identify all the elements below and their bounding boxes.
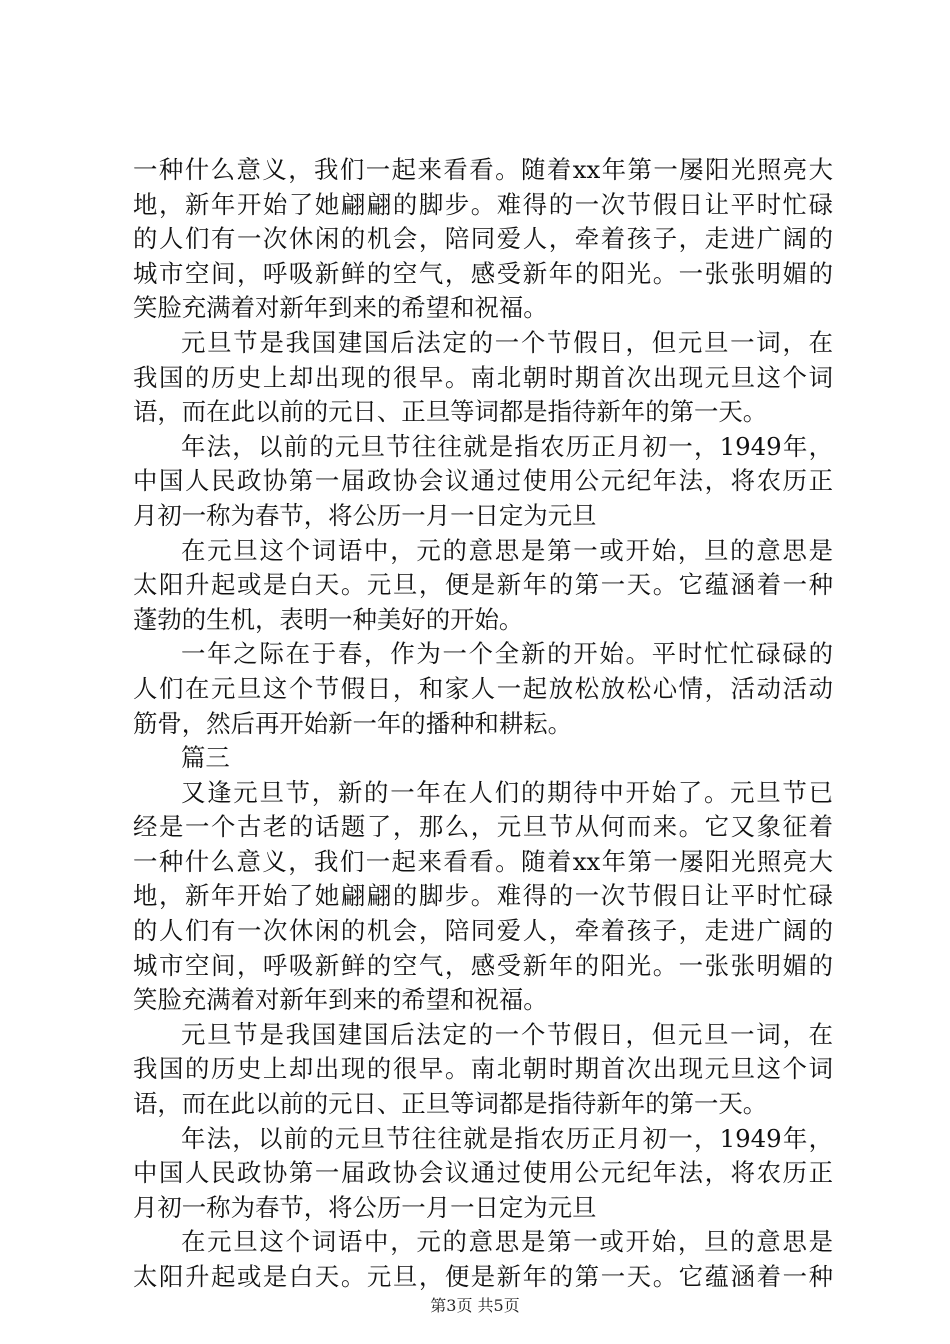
text-line: 地，新年开始了她翩翩的脚步。难得的一次节假日让平时忙碌	[133, 881, 833, 911]
text-line: 一种什么意义，我们一起来看看。随着xx年第一屡阳光照亮大	[133, 155, 833, 184]
text-line: 太阳升起或是白天。元旦，便是新年的第一天。它蕴涵着一种	[133, 1262, 833, 1291]
text-line: 月初一称为春节，将公历一月一日定为元旦	[133, 1192, 597, 1222]
text-line: 中国人民政协第一届政协会议通过使用公元纪年法，将农历正	[133, 1158, 833, 1188]
text-line: 年法，以前的元旦节往往就是指农历正月初一，1949年，	[181, 1123, 833, 1153]
text-line: 筋骨，然后再开始新一年的播种和耕耘。	[133, 708, 573, 738]
text-line: 篇三	[181, 743, 230, 773]
text-line: 月初一称为春节，将公历一月一日定为元旦	[133, 500, 597, 530]
text-line: 人们在元旦这个节假日，和家人一起放松放松心情，活动活动	[133, 673, 833, 703]
text-line: 元旦节是我国建国后法定的一个节假日，但元旦一词，在	[181, 327, 833, 357]
text-line: 又逢元旦节，新的一年在人们的期待中开始了。元旦节已	[181, 777, 833, 807]
document-body	[133, 153, 833, 1295]
page-footer: 第3页 共5页	[430, 1296, 520, 1315]
text-line: 地，新年开始了她翩翩的脚步。难得的一次节假日让平时忙碌	[133, 189, 833, 219]
text-line: 城市空间，呼吸新鲜的空气，感受新年的阳光。一张张明媚的	[133, 950, 833, 980]
text-line: 年法，以前的元旦节往往就是指农历正月初一，1949年，	[181, 431, 833, 461]
text-line: 太阳升起或是白天。元旦，便是新年的第一天。它蕴涵着一种	[133, 570, 833, 600]
text-line: 一年之际在于春，作为一个全新的开始。平时忙忙碌碌的	[181, 639, 833, 669]
text-line: 中国人民政协第一届政协会议通过使用公元纪年法，将农历正	[133, 466, 833, 496]
text-line: 元旦节是我国建国后法定的一个节假日，但元旦一词，在	[181, 1019, 833, 1049]
text-line: 语，而在此以前的元日、正旦等词都是指待新年的第一天。	[133, 397, 768, 427]
text-line: 一种什么意义，我们一起来看看。随着xx年第一屡阳光照亮大	[133, 846, 833, 876]
text-line: 在元旦这个词语中，元的意思是第一或开始，旦的意思是	[181, 1227, 833, 1257]
text-line: 笑脸充满着对新年到来的希望和祝福。	[133, 293, 548, 323]
text-line: 在元旦这个词语中，元的意思是第一或开始，旦的意思是	[181, 535, 833, 565]
text-line: 城市空间，呼吸新鲜的空气，感受新年的阳光。一张张明媚的	[133, 258, 833, 288]
text-line: 我国的历史上却出现的很早。南北朝时期首次出现元旦这个词	[133, 1054, 833, 1084]
text-line: 经是一个古老的话题了，那么，元旦节从何而来。它又象征着	[133, 812, 833, 842]
text-line: 的人们有一次休闲的机会，陪同爱人，牵着孩子，走进广阔的	[133, 916, 833, 946]
text-line: 蓬勃的生机，表明一种美好的开始。	[133, 604, 524, 634]
text-line: 笑脸充满着对新年到来的希望和祝福。	[133, 985, 548, 1015]
text-line: 我国的历史上却出现的很早。南北朝时期首次出现元旦这个词	[133, 362, 833, 392]
text-line: 的人们有一次休闲的机会，陪同爱人，牵着孩子，走进广阔的	[133, 224, 833, 254]
text-line: 语，而在此以前的元日、正旦等词都是指待新年的第一天。	[133, 1089, 768, 1119]
